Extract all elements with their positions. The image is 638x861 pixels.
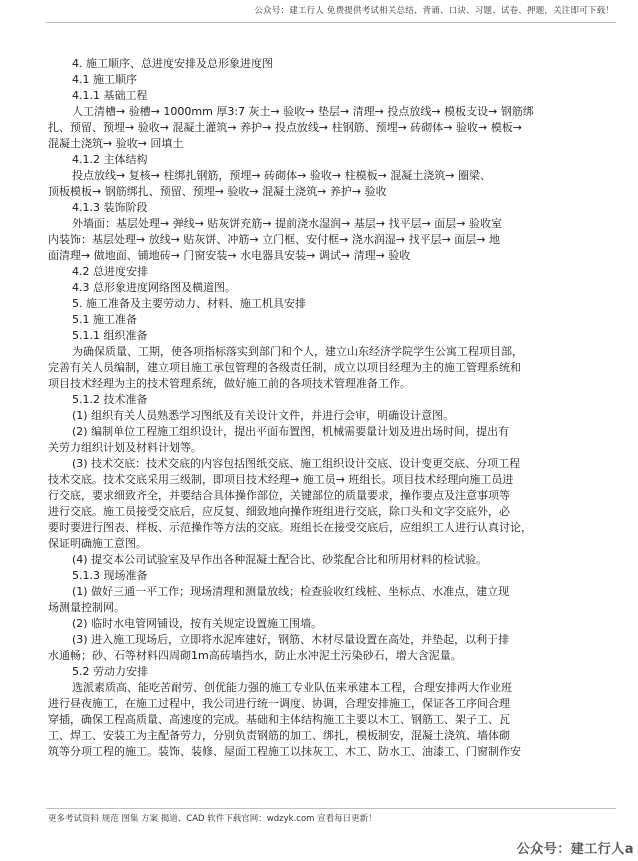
document-line: 进行昼夜施工，在施工过程中，我公司进行统一调度、协调，合理安排施工，保证各工序间合理 — [48, 697, 510, 710]
document-line: 场测量控制网。 — [48, 601, 125, 614]
document-line: 保证明确施工意图。 — [48, 537, 147, 550]
document-line: (1) 组织有关人员熟悉学习图纸及有关设计文件，并进行会审，明确设计意图。 — [72, 409, 455, 422]
document-line: (1) 做好三通一平工作；现场清理和测量放线；检查验收红线桩、坐标点、水准点，建立现 — [72, 585, 510, 598]
document-line: 投点放线→ 复核→ 柱绑扎钢筋，预埋→ 砖砌体→ 验收→ 柱模板→ 混凝土浇筑→ 圈梁、 — [72, 169, 491, 182]
document-line: 技术交底。技术交底采用三级制，即项目技术经理→ 施工员→ 班组长。项目技术经理向施工员进 — [48, 473, 514, 486]
document-line: 5.1.3 现场准备 — [72, 569, 148, 582]
document-line: 5.1.2 技术准备 — [72, 393, 148, 406]
document-line: 为确保质量、工期，使各项指标落实到部门和个人，建立山东经济学院学生公寓工程项目部， — [72, 345, 523, 358]
document-body — [48, 56, 598, 760]
document-line: 行交底，要求细致齐全，并要结合具体操作部位，关键部位的质量要求，操作要点及注意事项等 — [48, 489, 510, 502]
document-line: 5. 施工准备及主要劳动力、材料、施工机具安排 — [72, 297, 306, 310]
footer-note: 更多考试资料 规范 图集 方案 揭道、CAD 软件下载官网：wdzyk.com 宣看每日更新！ — [48, 814, 377, 824]
document-line: (2) 临时水电管网铺设，按有关规定设置施工围墙。 — [72, 617, 323, 630]
document-line: 进行交底。施工员接受交底后，应反复、细致地向操作班组进行交底，除口头和文字交底外，必 — [48, 505, 510, 518]
document-line: 水通畅；砂、石等材料四周砌1m高砖墙挡水，防止水冲泥土污染砂石，增大含泥量。 — [48, 649, 462, 662]
document-line: 5.1.1 组织准备 — [72, 329, 148, 342]
document-line: 穿插，确保工程高质量、高速度的完成。基础和主体结构施工主要以木工、钢筋工、架子工、瓦 — [48, 713, 510, 726]
document-line: 4. 施工顺序、总进度安排及总形象进度图 — [72, 57, 273, 70]
document-line: 顶板模板→ 钢筋绑扎、预留、预埋→ 验收→ 混凝土浇筑→ 养护→ 验收 — [48, 185, 387, 198]
document-line: 面清理→ 做地面、铺地砖→ 门窗安装→ 水电器具安装→ 调试→ 清理→ 验收 — [48, 249, 411, 262]
document-line: 混凝土浇筑→ 验收→ 回填土 — [48, 137, 184, 150]
footer-divider — [46, 808, 616, 809]
document-line: 4.1.3 装饰阶段 — [72, 201, 148, 214]
document-line: 4.2 总进度安排 — [72, 265, 148, 278]
header-note: 公众号：建工行人 免费提供考试相关总结、背诵、口诀、习题、试卷、押题，关注即可下载！ — [254, 6, 614, 16]
document-line: (3) 进入施工现场后，立即将水泥库建好，钢筋、木材尽量设置在高处，并垫起，以利于排 — [72, 633, 510, 646]
document-line: 4.3 总形象进度网络图及横道图。 — [72, 281, 236, 294]
document-line: 4.1 施工顺序 — [72, 73, 137, 86]
document-line: 选派素质高、能吃苦耐劳、创优能力强的施工专业队伍来承建本工程，合理安排两大作业班 — [72, 681, 512, 694]
header-divider — [46, 22, 616, 23]
document-line: 筑等分项工程的施工。装饰、装修、屋面工程施工以抹灰工、木工、防水工、油漆工、门窗制作安 — [48, 745, 521, 758]
document-line: (3) 技术交底：技术交底的内容包括图纸交底、施工组织设计交底、设计变更交底、分项工程 — [72, 457, 521, 470]
document-line: 关劳力组织计划及材料计划等。 — [48, 441, 202, 454]
document-line: 完善有关人员编制，建立项目施工承包管理的各级责任制，成立以项目经理为主的施工管理系统和 — [48, 361, 521, 374]
document-line: 工、焊工、安装工为主配备劳力，分别负责钢筋的加工、绑扎，模板制安，混凝土浇筑、墙体砌 — [48, 729, 510, 742]
document-line: 5.2 劳动力安排 — [72, 665, 148, 678]
watermark-text: 公众号：建工行人a — [516, 842, 634, 857]
document-line: 5.1 施工准备 — [72, 313, 137, 326]
document-line: 要时要进行图表、样板、示范操作等方法的交底。班组长在接受交底后，应组织工人进行认真讨论， — [48, 521, 532, 534]
document-line: 人工清槽→ 验槽→ 1000mm 厚3:7 灰土→ 验收→ 垫层→ 清理→ 投点放线→ 模板支设→ 钢筋绑 — [72, 105, 534, 118]
document-line: 4.1.2 主体结构 — [72, 153, 148, 166]
document-line: (2) 编制单位工程施工组织设计，提出平面布置图，机械需要量计划及进出场时间，提出有 — [72, 425, 510, 438]
document-line: (4) 提交本公司试验室及早作出各种混凝土配合比、砂浆配合比和所用材料的检试验。 — [72, 553, 488, 566]
document-line: 外墙面：基层处理→ 弹线→ 贴灰饼充筋→ 提前浇水湿润→ 基层→ 找平层→ 面层→ 验收室 — [72, 217, 502, 230]
document-line: 4.1.1 基础工程 — [72, 89, 148, 102]
document-line: 内装饰：基层处理→ 放线→ 贴灰饼、冲筋→ 立门框、安付框→ 浇水润湿→ 找平层→ 面层→ 地 — [48, 233, 500, 246]
document-line: 扎、预留、预埋→ 验收→ 混凝土灌筑→ 养护→ 投点放线→ 柱钢筋、预埋→ 砖砌体→ 验收→ 模板→ — [48, 121, 522, 134]
document-line: 项目技术经理为主的技术管理系统，做好施工前的各项技术管理准备工作。 — [48, 377, 411, 390]
